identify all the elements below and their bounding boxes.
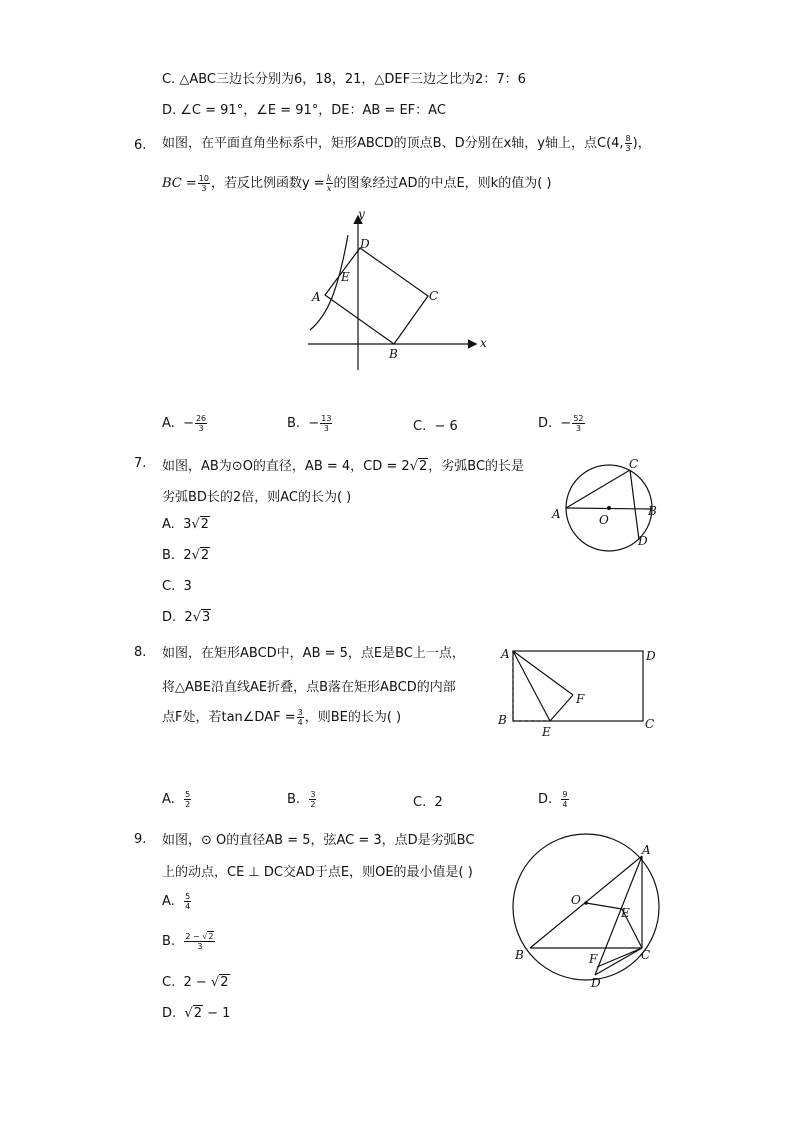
q8-label-e: E <box>542 725 551 739</box>
q6-rectangle-abcd <box>325 248 428 344</box>
q9-segment-cf <box>597 948 642 967</box>
q6-number: 6. <box>134 138 147 153</box>
q7-line1: 如图，AB为⊙O的直径，AB = 4，CD = 2√2，劣弧BC的长是 <box>162 459 525 474</box>
q7-label-a: A <box>552 507 561 521</box>
q6-line1: 如图，在平面直角坐标系中，矩形ABCD的顶点B、D分别在x轴，y轴上，点C(4, $\frac{8}{3}$ )， <box>162 134 651 153</box>
q6-option-b: B. − $\frac{13}{3}$ <box>287 414 332 433</box>
q9-option-b: B. $\frac{2 - √2}{3}$ <box>162 932 214 951</box>
q8-label-d: D <box>646 649 656 663</box>
q8-label-a: A <box>501 647 510 661</box>
q6-figure <box>300 205 490 375</box>
q5-option-d: D. ∠C = 91°，∠E = 91°，DE：AB = EF：AC <box>162 103 446 118</box>
q8-rectangle-abcd <box>513 651 643 721</box>
q7-center-dot <box>607 506 611 510</box>
q7-option-d: D. 2√3 <box>162 610 211 625</box>
q9-segment-ad <box>595 856 642 975</box>
q7-label-d: D <box>638 534 648 548</box>
q6-label-y: y <box>358 207 365 221</box>
q6-option-c: C. − 6 <box>413 419 458 434</box>
q9-label-f: F <box>589 952 598 966</box>
q9-label-d: D <box>591 976 601 990</box>
q8-label-b: B <box>498 713 507 727</box>
q6-line2: BC = $\frac{10}{3}$ ，若反比例函数y = $\frac{k}{x}$ 的图象经过AD的中点E，则k的值为( ) <box>162 174 552 193</box>
q9-label-c: C <box>641 948 651 962</box>
q7-number: 7. <box>134 456 147 471</box>
q7-chord-ac <box>566 470 630 508</box>
q8-option-a: A. $\frac{5}{2}$ <box>162 790 191 809</box>
q8-option-d: D. $\frac{9}{4}$ <box>538 790 568 809</box>
q8-option-c: C. 2 <box>413 795 443 810</box>
q8-label-c: C <box>645 717 655 731</box>
q9-line2: 上的动点，CE ⊥ DC交AD于点E，则OE的最小值是( ) <box>162 865 473 880</box>
q6-label-x: x <box>480 336 487 350</box>
q7-label-b: B <box>648 504 657 518</box>
q7-label-o: O <box>599 513 609 527</box>
q8-label-f: F <box>576 692 585 706</box>
q8-figure <box>495 643 665 741</box>
q7-figure <box>545 452 675 557</box>
q8-line2: 将△ABE沿直线AE折叠，点B落在矩形ABCD的内部 <box>162 680 456 695</box>
q9-label-b: B <box>515 948 524 962</box>
q9-label-o: O <box>571 893 581 907</box>
q6-label-d: D <box>360 237 370 251</box>
q9-label-e: E <box>621 906 630 920</box>
q6-label-a: A <box>312 290 321 304</box>
q7-chord-cd <box>630 470 639 540</box>
q8-segment-fe <box>550 695 573 721</box>
q7-option-a: A. 3√2 <box>162 517 209 532</box>
q9-center-dot <box>584 901 588 905</box>
q6-option-d: D. − $\frac{52}{3}$ <box>538 414 584 433</box>
q6-label-c: C <box>429 289 439 303</box>
q6-label-b: B <box>389 347 398 361</box>
q7-option-b: B. 2√2 <box>162 548 210 563</box>
q6-label-e: E <box>341 270 350 284</box>
q8-line1: 如图，在矩形ABCD中，AB = 5，点E是BC上一点， <box>162 646 465 661</box>
q8-segment-af <box>513 651 573 695</box>
q5-option-c: C. △ABC三边长分别为6，18，21，△DEF三边之比为2：7：6 <box>162 72 526 87</box>
q7-label-c: C <box>629 457 639 471</box>
q8-line3: 点F处，若tan∠DAF = $\frac{3}{4}$ ，则BE的长为( ) <box>162 708 402 727</box>
q9-circle-o <box>513 834 659 980</box>
q9-number: 9. <box>134 832 147 847</box>
q9-figure <box>505 825 670 995</box>
q9-option-d: D. √2 − 1 <box>162 1006 231 1021</box>
q9-option-c: C. 2 − √2 <box>162 975 229 990</box>
q8-fold-ae <box>513 651 550 721</box>
q8-option-b: B. $\frac{3}{2}$ <box>287 790 316 809</box>
q7-option-c: C. 3 <box>162 579 192 594</box>
q9-option-a: A. $\frac{5}{4}$ <box>162 892 191 911</box>
q6-option-a: A. − $\frac{26}{3}$ <box>162 414 207 433</box>
q9-label-a: A <box>642 843 651 857</box>
q9-segment-oe <box>586 903 622 909</box>
q7-line2: 劣弧BD长的2倍，则AC的长为( ) <box>162 490 352 505</box>
q8-number: 8. <box>134 645 147 660</box>
q9-line1: 如图，⊙ O的直径AB = 5，弦AC = 3，点D是劣弧BC <box>162 833 475 848</box>
